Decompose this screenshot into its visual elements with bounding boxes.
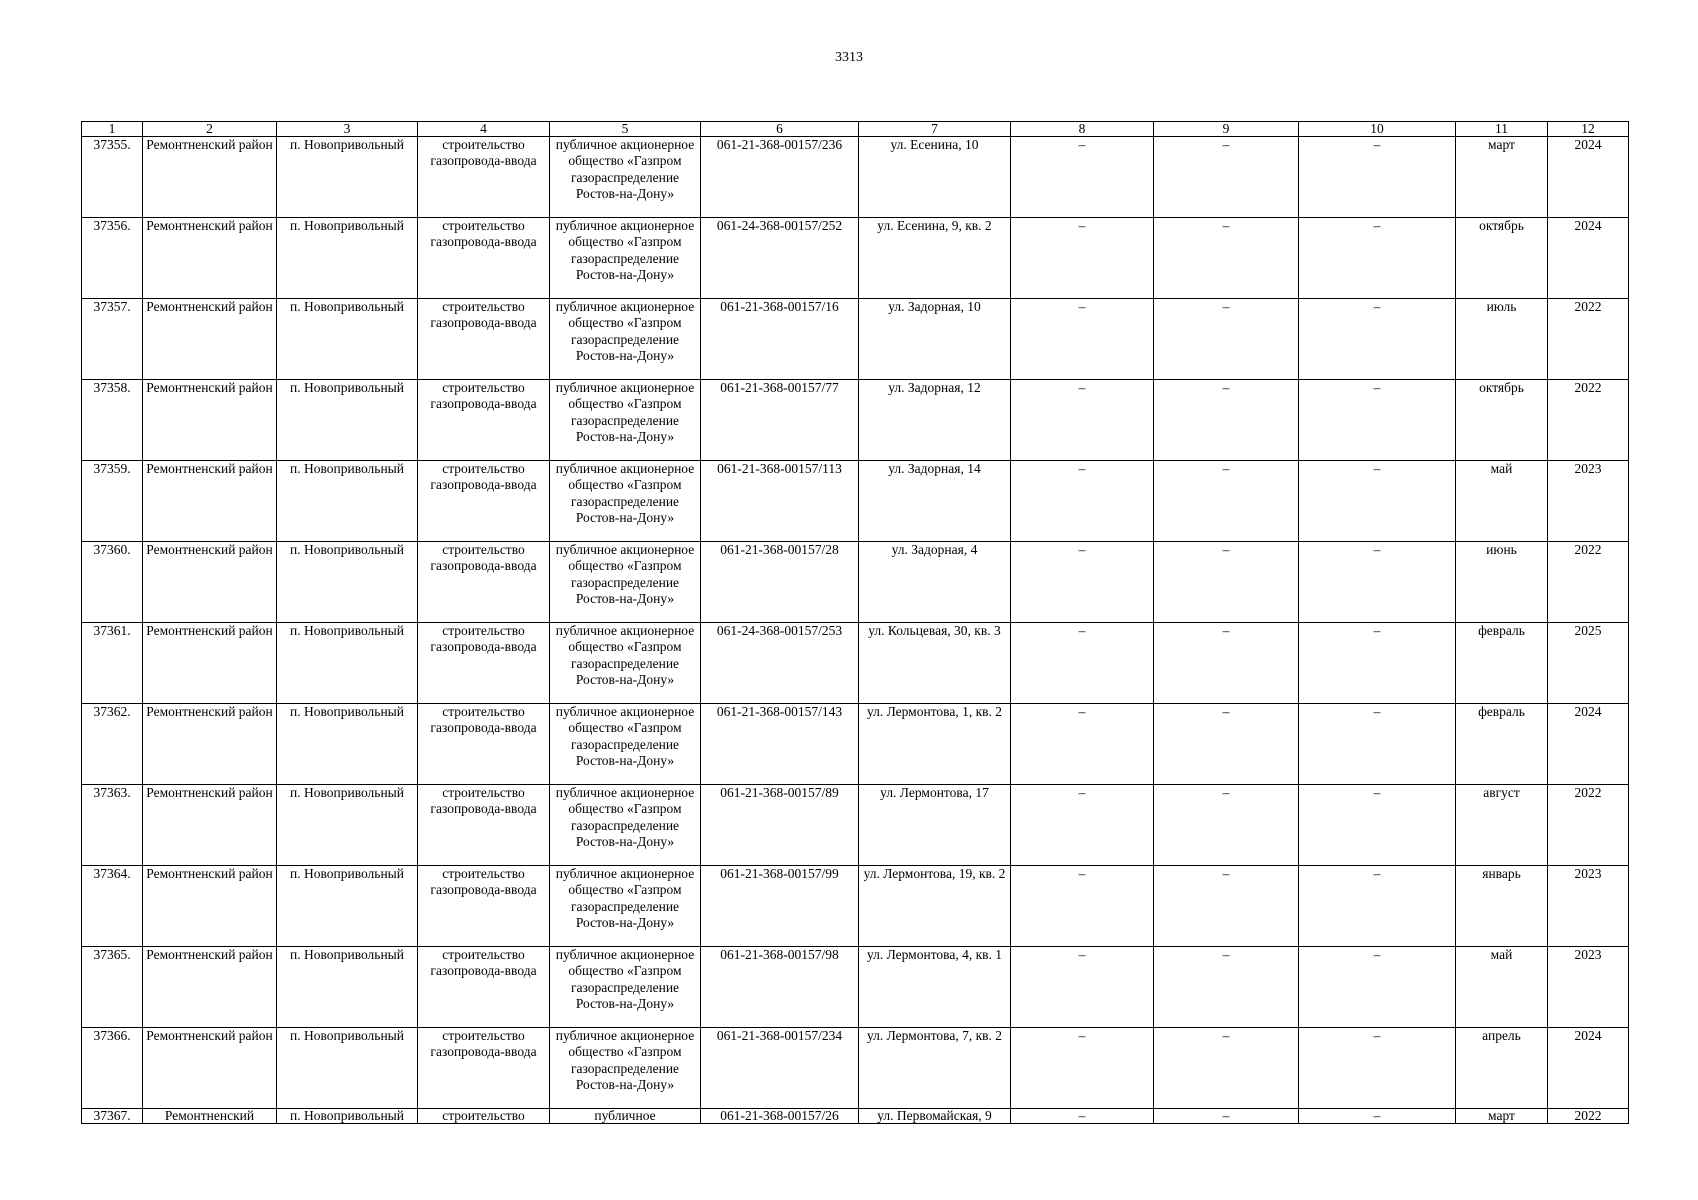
district-cell: Ремонтненский район bbox=[143, 1028, 277, 1109]
year-cell: 2022 bbox=[1548, 1109, 1629, 1124]
month-cell: октябрь bbox=[1456, 218, 1548, 299]
settlement-cell: п. Новопривольный bbox=[277, 299, 418, 380]
table-row bbox=[82, 785, 1629, 866]
row-number: 37357. bbox=[82, 299, 143, 380]
work-type-cell: строительство газопровода-ввода bbox=[418, 1028, 550, 1109]
work-type-cell: строительство газопровода-ввода bbox=[418, 461, 550, 542]
column-10-cell: – bbox=[1299, 785, 1456, 866]
column-9-cell: – bbox=[1154, 542, 1299, 623]
district-cell: Ремонтненский район bbox=[143, 299, 277, 380]
column-8-cell: – bbox=[1011, 137, 1154, 218]
row-number: 37358. bbox=[82, 380, 143, 461]
address-cell: ул. Задорная, 14 bbox=[859, 461, 1011, 542]
column-10-cell: – bbox=[1299, 218, 1456, 299]
column-10-cell: – bbox=[1299, 623, 1456, 704]
table-row bbox=[82, 947, 1629, 1028]
registry-code-cell: 061-21-368-00157/143 bbox=[701, 704, 859, 785]
registry-code-cell: 061-21-368-00157/77 bbox=[701, 380, 859, 461]
month-cell: июль bbox=[1456, 299, 1548, 380]
settlement-cell: п. Новопривольный bbox=[277, 1109, 418, 1124]
address-cell: ул. Первомайская, 9 bbox=[859, 1109, 1011, 1124]
organization-cell: публичное акционерное общество «Газпром газораспределение Ростов-на-Дону» bbox=[550, 299, 701, 380]
registry-code-cell: 061-21-368-00157/98 bbox=[701, 947, 859, 1028]
column-header: 10 bbox=[1299, 122, 1456, 137]
registry-code-cell: 061-21-368-00157/16 bbox=[701, 299, 859, 380]
settlement-cell: п. Новопривольный bbox=[277, 461, 418, 542]
column-10-cell: – bbox=[1299, 1028, 1456, 1109]
column-header: 3 bbox=[277, 122, 418, 137]
column-9-cell: – bbox=[1154, 623, 1299, 704]
work-type-cell: строительство газопровода-ввода bbox=[418, 623, 550, 704]
column-header: 2 bbox=[143, 122, 277, 137]
work-type-cell: строительство газопровода-ввода bbox=[418, 704, 550, 785]
column-header: 8 bbox=[1011, 122, 1154, 137]
column-8-cell: – bbox=[1011, 461, 1154, 542]
column-number-row bbox=[82, 122, 1629, 137]
settlement-cell: п. Новопривольный bbox=[277, 623, 418, 704]
organization-cell: публичное акционерное общество «Газпром газораспределение Ростов-на-Дону» bbox=[550, 137, 701, 218]
registry-code-cell: 061-21-368-00157/99 bbox=[701, 866, 859, 947]
year-cell: 2024 bbox=[1548, 704, 1629, 785]
year-cell: 2022 bbox=[1548, 785, 1629, 866]
district-cell: Ремонтненский район bbox=[143, 623, 277, 704]
district-cell: Ремонтненский район bbox=[143, 380, 277, 461]
column-9-cell: – bbox=[1154, 218, 1299, 299]
column-8-cell: – bbox=[1011, 785, 1154, 866]
work-type-cell: строительство газопровода-ввода bbox=[418, 785, 550, 866]
work-type-cell: строительство газопровода-ввода bbox=[418, 218, 550, 299]
column-8-cell: – bbox=[1011, 299, 1154, 380]
column-10-cell: – bbox=[1299, 461, 1456, 542]
row-number: 37367. bbox=[82, 1109, 143, 1124]
address-cell: ул. Задорная, 12 bbox=[859, 380, 1011, 461]
column-9-cell: – bbox=[1154, 137, 1299, 218]
column-8-cell: – bbox=[1011, 380, 1154, 461]
registry-code-cell: 061-21-368-00157/26 bbox=[701, 1109, 859, 1124]
settlement-cell: п. Новопривольный bbox=[277, 380, 418, 461]
column-8-cell: – bbox=[1011, 218, 1154, 299]
column-9-cell: – bbox=[1154, 1028, 1299, 1109]
address-cell: ул. Кольцевая, 30, кв. 3 bbox=[859, 623, 1011, 704]
month-cell: февраль bbox=[1456, 623, 1548, 704]
column-9-cell: – bbox=[1154, 866, 1299, 947]
table-row bbox=[82, 1028, 1629, 1109]
address-cell: ул. Задорная, 4 bbox=[859, 542, 1011, 623]
column-header: 1 bbox=[82, 122, 143, 137]
column-header: 6 bbox=[701, 122, 859, 137]
year-cell: 2025 bbox=[1548, 623, 1629, 704]
row-number: 37361. bbox=[82, 623, 143, 704]
row-number: 37355. bbox=[82, 137, 143, 218]
organization-cell: публичное акционерное общество «Газпром газораспределение Ростов-на-Дону» bbox=[550, 947, 701, 1028]
column-10-cell: – bbox=[1299, 947, 1456, 1028]
column-10-cell: – bbox=[1299, 380, 1456, 461]
table-row bbox=[82, 299, 1629, 380]
column-8-cell: – bbox=[1011, 1028, 1154, 1109]
table-row bbox=[82, 542, 1629, 623]
month-cell: март bbox=[1456, 1109, 1548, 1124]
address-cell: ул. Лермонтова, 1, кв. 2 bbox=[859, 704, 1011, 785]
column-9-cell: – bbox=[1154, 947, 1299, 1028]
row-number: 37356. bbox=[82, 218, 143, 299]
work-type-cell: строительство газопровода-ввода bbox=[418, 866, 550, 947]
column-10-cell: – bbox=[1299, 542, 1456, 623]
table-row bbox=[82, 623, 1629, 704]
column-8-cell: – bbox=[1011, 542, 1154, 623]
organization-cell: публичное акционерное общество «Газпром газораспределение Ростов-на-Дону» bbox=[550, 785, 701, 866]
organization-cell: публичное акционерное общество «Газпром газораспределение Ростов-на-Дону» bbox=[550, 704, 701, 785]
work-type-cell: строительство bbox=[418, 1109, 550, 1124]
year-cell: 2022 bbox=[1548, 299, 1629, 380]
table-row bbox=[82, 137, 1629, 218]
settlement-cell: п. Новопривольный bbox=[277, 542, 418, 623]
settlement-cell: п. Новопривольный bbox=[277, 704, 418, 785]
month-cell: февраль bbox=[1456, 704, 1548, 785]
column-header: 11 bbox=[1456, 122, 1548, 137]
year-cell: 2024 bbox=[1548, 218, 1629, 299]
address-cell: ул. Есенина, 10 bbox=[859, 137, 1011, 218]
month-cell: май bbox=[1456, 947, 1548, 1028]
work-type-cell: строительство газопровода-ввода bbox=[418, 137, 550, 218]
registry-code-cell: 061-21-368-00157/28 bbox=[701, 542, 859, 623]
column-8-cell: – bbox=[1011, 866, 1154, 947]
address-cell: ул. Лермонтова, 4, кв. 1 bbox=[859, 947, 1011, 1028]
column-header: 12 bbox=[1548, 122, 1629, 137]
column-10-cell: – bbox=[1299, 1109, 1456, 1124]
month-cell: январь bbox=[1456, 866, 1548, 947]
register-table bbox=[81, 121, 1629, 1124]
row-number: 37366. bbox=[82, 1028, 143, 1109]
organization-cell: публичное bbox=[550, 1109, 701, 1124]
column-10-cell: – bbox=[1299, 299, 1456, 380]
settlement-cell: п. Новопривольный bbox=[277, 947, 418, 1028]
row-number: 37365. bbox=[82, 947, 143, 1028]
registry-code-cell: 061-21-368-00157/236 bbox=[701, 137, 859, 218]
page-number: 3313 bbox=[835, 50, 863, 65]
work-type-cell: строительство газопровода-ввода bbox=[418, 299, 550, 380]
month-cell: май bbox=[1456, 461, 1548, 542]
column-8-cell: – bbox=[1011, 1109, 1154, 1124]
registry-code-cell: 061-21-368-00157/113 bbox=[701, 461, 859, 542]
column-10-cell: – bbox=[1299, 137, 1456, 218]
district-cell: Ремонтненский район bbox=[143, 704, 277, 785]
year-cell: 2023 bbox=[1548, 461, 1629, 542]
district-cell: Ремонтненский район bbox=[143, 866, 277, 947]
work-type-cell: строительство газопровода-ввода bbox=[418, 542, 550, 623]
year-cell: 2023 bbox=[1548, 866, 1629, 947]
settlement-cell: п. Новопривольный bbox=[277, 137, 418, 218]
district-cell: Ремонтненский район bbox=[143, 137, 277, 218]
settlement-cell: п. Новопривольный bbox=[277, 785, 418, 866]
year-cell: 2024 bbox=[1548, 137, 1629, 218]
column-10-cell: – bbox=[1299, 704, 1456, 785]
organization-cell: публичное акционерное общество «Газпром газораспределение Ростов-на-Дону» bbox=[550, 542, 701, 623]
year-cell: 2022 bbox=[1548, 380, 1629, 461]
address-cell: ул. Задорная, 10 bbox=[859, 299, 1011, 380]
column-8-cell: – bbox=[1011, 704, 1154, 785]
row-number: 37364. bbox=[82, 866, 143, 947]
column-8-cell: – bbox=[1011, 947, 1154, 1028]
month-cell: июнь bbox=[1456, 542, 1548, 623]
month-cell: март bbox=[1456, 137, 1548, 218]
settlement-cell: п. Новопривольный bbox=[277, 218, 418, 299]
address-cell: ул. Лермонтова, 7, кв. 2 bbox=[859, 1028, 1011, 1109]
organization-cell: публичное акционерное общество «Газпром газораспределение Ростов-на-Дону» bbox=[550, 461, 701, 542]
registry-code-cell: 061-24-368-00157/252 bbox=[701, 218, 859, 299]
column-header: 9 bbox=[1154, 122, 1299, 137]
organization-cell: публичное акционерное общество «Газпром газораспределение Ростов-на-Дону» bbox=[550, 623, 701, 704]
organization-cell: публичное акционерное общество «Газпром газораспределение Ростов-на-Дону» bbox=[550, 1028, 701, 1109]
column-9-cell: – bbox=[1154, 785, 1299, 866]
month-cell: август bbox=[1456, 785, 1548, 866]
row-number: 37359. bbox=[82, 461, 143, 542]
district-cell: Ремонтненский район bbox=[143, 947, 277, 1028]
row-number: 37362. bbox=[82, 704, 143, 785]
settlement-cell: п. Новопривольный bbox=[277, 866, 418, 947]
organization-cell: публичное акционерное общество «Газпром газораспределение Ростов-на-Дону» bbox=[550, 866, 701, 947]
year-cell: 2022 bbox=[1548, 542, 1629, 623]
table-row bbox=[82, 380, 1629, 461]
column-9-cell: – bbox=[1154, 704, 1299, 785]
work-type-cell: строительство газопровода-ввода bbox=[418, 380, 550, 461]
month-cell: октябрь bbox=[1456, 380, 1548, 461]
table-row bbox=[82, 461, 1629, 542]
district-cell: Ремонтненский район bbox=[143, 461, 277, 542]
table-row bbox=[82, 704, 1629, 785]
row-number: 37363. bbox=[82, 785, 143, 866]
address-cell: ул. Лермонтова, 19, кв. 2 bbox=[859, 866, 1011, 947]
column-8-cell: – bbox=[1011, 623, 1154, 704]
address-cell: ул. Лермонтова, 17 bbox=[859, 785, 1011, 866]
row-number: 37360. bbox=[82, 542, 143, 623]
year-cell: 2023 bbox=[1548, 947, 1629, 1028]
settlement-cell: п. Новопривольный bbox=[277, 1028, 418, 1109]
district-cell: Ремонтненский bbox=[143, 1109, 277, 1124]
year-cell: 2024 bbox=[1548, 1028, 1629, 1109]
column-9-cell: – bbox=[1154, 1109, 1299, 1124]
registry-code-cell: 061-21-368-00157/89 bbox=[701, 785, 859, 866]
work-type-cell: строительство газопровода-ввода bbox=[418, 947, 550, 1028]
table-row bbox=[82, 218, 1629, 299]
column-10-cell: – bbox=[1299, 866, 1456, 947]
district-cell: Ремонтненский район bbox=[143, 542, 277, 623]
table-row-truncated bbox=[82, 1109, 1629, 1124]
registry-code-cell: 061-24-368-00157/253 bbox=[701, 623, 859, 704]
district-cell: Ремонтненский район bbox=[143, 785, 277, 866]
registry-code-cell: 061-21-368-00157/234 bbox=[701, 1028, 859, 1109]
column-9-cell: – bbox=[1154, 461, 1299, 542]
column-header: 7 bbox=[859, 122, 1011, 137]
column-header: 5 bbox=[550, 122, 701, 137]
column-header: 4 bbox=[418, 122, 550, 137]
column-9-cell: – bbox=[1154, 299, 1299, 380]
organization-cell: публичное акционерное общество «Газпром газораспределение Ростов-на-Дону» bbox=[550, 380, 701, 461]
address-cell: ул. Есенина, 9, кв. 2 bbox=[859, 218, 1011, 299]
month-cell: апрель bbox=[1456, 1028, 1548, 1109]
table-row bbox=[82, 866, 1629, 947]
column-9-cell: – bbox=[1154, 380, 1299, 461]
district-cell: Ремонтненский район bbox=[143, 218, 277, 299]
organization-cell: публичное акционерное общество «Газпром газораспределение Ростов-на-Дону» bbox=[550, 218, 701, 299]
